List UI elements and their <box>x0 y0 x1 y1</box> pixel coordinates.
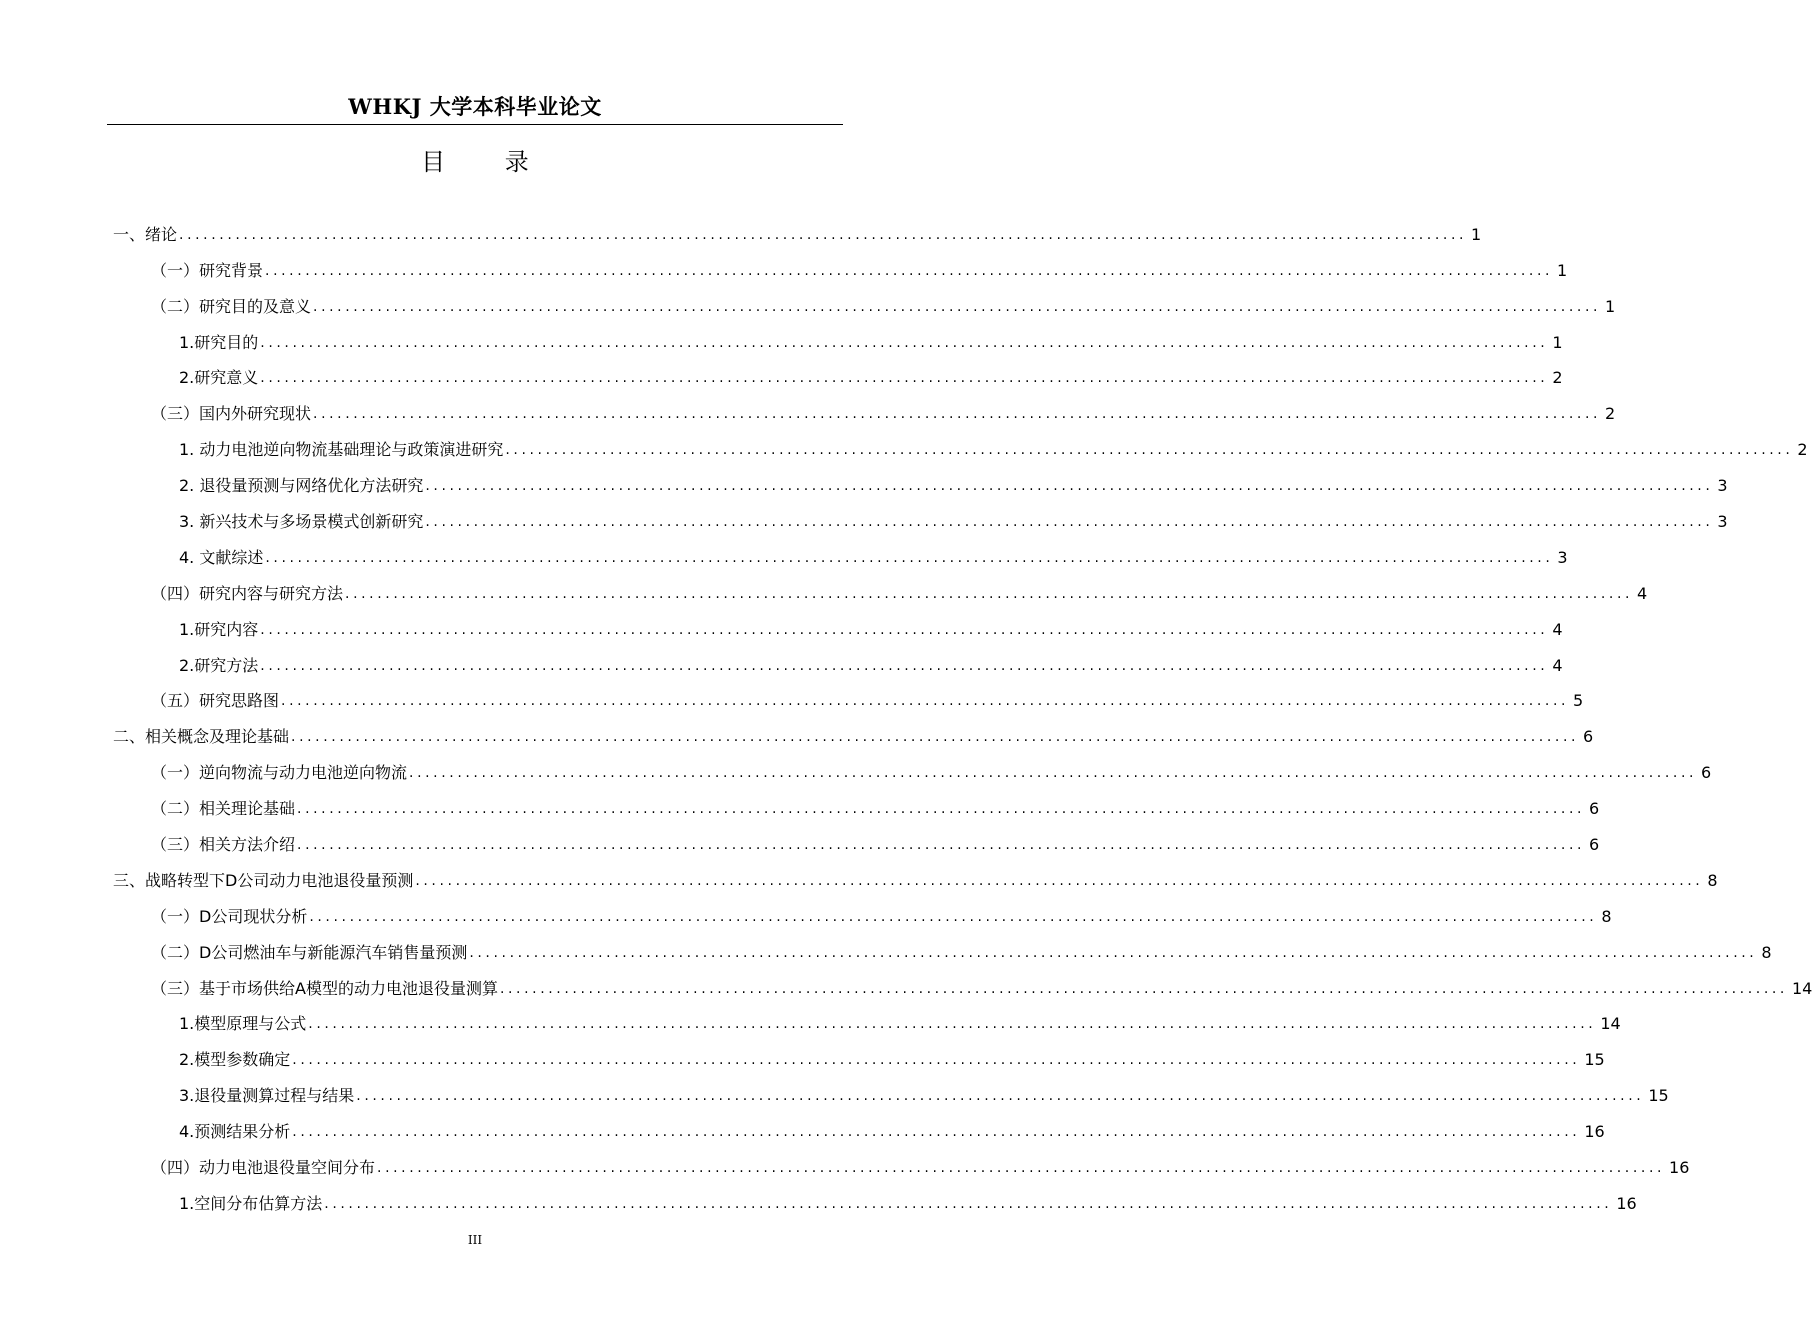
toc-entry[interactable] <box>113 245 1568 281</box>
toc-entry-label: 4. 文献综述 <box>179 547 264 567</box>
toc-dot-leader: ................................................................................................................................................................ <box>313 298 1602 315</box>
toc-entry-label: 1.模型原理与公式 <box>179 1014 307 1034</box>
toc-entry[interactable] <box>113 640 1563 676</box>
toc-dot-leader: ................................................................................................................................................................ <box>260 370 1549 387</box>
toc-entry-label: （一）D公司现状分析 <box>151 906 308 926</box>
toc-dot-leader: ................................................................................................................................................................ <box>179 226 1468 243</box>
toc-entry[interactable] <box>113 424 1808 460</box>
toc-dot-leader: ................................................................................................................................................................ <box>309 908 1598 925</box>
toc-entry-page: 16 <box>1616 1193 1637 1213</box>
toc-entry[interactable] <box>113 891 1612 927</box>
toc-entry-page: 6 <box>1583 727 1594 747</box>
toc-dot-leader: ................................................................................................................................................................ <box>415 872 1704 889</box>
toc-entry-label: （一）逆向物流与动力电池逆向物流 <box>151 763 408 783</box>
toc-entry-label: （五）研究思路图 <box>151 691 280 711</box>
toc-entry-label: （三）基于市场供给A模型的动力电池退役量测算 <box>151 978 498 998</box>
toc-entry[interactable] <box>113 1034 1605 1070</box>
toc-entry[interactable] <box>113 999 1621 1035</box>
page-header-title: WHKJ 大学本科毕业论文 <box>348 94 602 119</box>
toc-entry[interactable] <box>113 568 1648 604</box>
toc-entry-page: 14 <box>1600 1014 1621 1034</box>
toc-entry-label: （三）国内外研究现状 <box>151 404 312 424</box>
toc-entry-page: 15 <box>1648 1086 1669 1106</box>
toc-entry-page: 6 <box>1589 799 1600 819</box>
toc-dot-leader: ................................................................................................................................................................ <box>499 980 1788 997</box>
toc-entry[interactable] <box>113 711 1594 747</box>
toc-entry[interactable] <box>113 353 1563 389</box>
toc-entry-page: 16 <box>1584 1122 1605 1142</box>
toc-entry-label: （二）研究目的及意义 <box>151 296 312 316</box>
toc-dot-leader: ................................................................................................................................................................ <box>308 1016 1597 1033</box>
toc-entry[interactable] <box>113 783 1600 819</box>
toc-dot-leader: ................................................................................................................................................................ <box>265 549 1554 566</box>
toc-entry-page: 4 <box>1552 619 1563 639</box>
toc-entry[interactable] <box>113 496 1728 532</box>
toc-entry-page: 1 <box>1605 296 1616 316</box>
toc-entry-page: 2 <box>1552 368 1563 388</box>
toc-entry-label: 1.空间分布估算方法 <box>179 1193 323 1213</box>
toc-entry-page: 16 <box>1669 1158 1690 1178</box>
toc-entry-label: 2.研究意义 <box>179 368 259 388</box>
toc-entry-page: 1 <box>1557 260 1568 280</box>
toc-entry[interactable] <box>113 388 1616 424</box>
toc-entry-label: 二、相关概念及理论基础 <box>113 727 290 747</box>
toc-entry-page: 4 <box>1637 583 1648 603</box>
table-of-contents <box>113 209 1812 1214</box>
toc-entry-label: 4.预测结果分析 <box>179 1122 291 1142</box>
toc-dot-leader: ................................................................................................................................................................ <box>260 334 1549 351</box>
toc-entry-label: 1. 动力电池逆向物流基础理论与政策演进研究 <box>179 440 504 460</box>
toc-dot-leader: ................................................................................................................................................................ <box>505 442 1794 459</box>
toc-entry-label: 三、战略转型下D公司动力电池退役量预测 <box>113 870 414 890</box>
toc-dot-leader: ................................................................................................................................................................ <box>281 693 1570 710</box>
toc-dot-leader: ................................................................................................................................................................ <box>377 1160 1666 1177</box>
toc-entry-page: 15 <box>1584 1050 1605 1070</box>
toc-dot-leader: ................................................................................................................................................................ <box>425 478 1714 495</box>
toc-entry[interactable] <box>113 927 1772 963</box>
toc-dot-leader: ................................................................................................................................................................ <box>409 765 1698 782</box>
toc-entry-page: 2 <box>1797 440 1808 460</box>
toc-entry[interactable] <box>113 676 1584 712</box>
toc-entry[interactable] <box>113 1178 1637 1214</box>
toc-entry-label: 3. 新兴技术与多场景模式创新研究 <box>179 512 424 532</box>
toc-entry-page: 14 <box>1791 978 1812 998</box>
toc-dot-leader: ................................................................................................................................................................ <box>265 262 1554 279</box>
toc-entry[interactable] <box>113 747 1712 783</box>
toc-entry-label: 2.模型参数确定 <box>179 1050 291 1070</box>
toc-entry-page: 8 <box>1761 942 1772 962</box>
page-number: III <box>467 1233 483 1247</box>
toc-entry-label: 一、绪论 <box>113 224 178 244</box>
toc-entry[interactable] <box>113 281 1616 317</box>
toc-entry-page: 3 <box>1717 512 1728 532</box>
toc-entry-page: 1 <box>1552 332 1563 352</box>
toc-dot-leader: ................................................................................................................................................................ <box>260 621 1549 638</box>
toc-entry-label: 2.研究方法 <box>179 655 259 675</box>
toc-entry[interactable] <box>113 1070 1669 1106</box>
toc-entry[interactable] <box>113 1106 1605 1142</box>
toc-dot-leader: ................................................................................................................................................................ <box>297 801 1586 818</box>
toc-entry[interactable] <box>113 604 1563 640</box>
toc-entry-label: 1.研究内容 <box>179 619 259 639</box>
toc-entry-page: 2 <box>1605 404 1616 424</box>
toc-dot-leader: ................................................................................................................................................................ <box>292 1124 1581 1141</box>
toc-entry-label: 3.退役量测算过程与结果 <box>179 1086 355 1106</box>
toc-entry-label: （三）相关方法介绍 <box>151 835 296 855</box>
toc-entry-page: 8 <box>1601 906 1612 926</box>
toc-entry-page: 3 <box>1717 476 1728 496</box>
toc-dot-leader: ................................................................................................................................................................ <box>313 406 1602 423</box>
toc-entry[interactable] <box>113 532 1568 568</box>
toc-entry-label: （四）动力电池退役量空间分布 <box>151 1158 376 1178</box>
toc-entry-page: 5 <box>1573 691 1584 711</box>
toc-dot-leader: ................................................................................................................................................................ <box>260 657 1549 674</box>
toc-entry-label: （一）研究背景 <box>151 260 264 280</box>
toc-dot-leader: ................................................................................................................................................................ <box>297 837 1586 854</box>
toc-dot-leader: ................................................................................................................................................................ <box>292 1052 1581 1069</box>
toc-dot-leader: ................................................................................................................................................................ <box>345 585 1634 602</box>
toc-entry[interactable] <box>113 460 1728 496</box>
toc-entry-page: 4 <box>1552 655 1563 675</box>
toc-entry-page: 8 <box>1707 870 1718 890</box>
toc-dot-leader: ................................................................................................................................................................ <box>324 1195 1613 1212</box>
toc-dot-leader: ................................................................................................................................................................ <box>469 944 1758 961</box>
toc-entry-page: 1 <box>1471 224 1482 244</box>
toc-entry-page: 6 <box>1701 763 1712 783</box>
toc-entry[interactable] <box>113 1142 1690 1178</box>
toc-entry-page: 3 <box>1557 547 1568 567</box>
toc-entry-label: （二）相关理论基础 <box>151 799 296 819</box>
toc-entry-label: 2. 退役量预测与网络优化方法研究 <box>179 476 424 496</box>
toc-entry-page: 6 <box>1589 835 1600 855</box>
toc-entry-label: （四）研究内容与研究方法 <box>151 583 344 603</box>
toc-dot-leader: ................................................................................................................................................................ <box>356 1088 1645 1105</box>
toc-entry-label: （二）D公司燃油车与新能源汽车销售量预测 <box>151 942 468 962</box>
toc-dot-leader: ................................................................................................................................................................ <box>425 514 1714 531</box>
toc-entry[interactable] <box>113 855 1718 891</box>
toc-title: 目 录 <box>421 148 555 176</box>
toc-entry-label: 1.研究目的 <box>179 332 259 352</box>
toc-entry[interactable] <box>113 963 1812 999</box>
toc-entry[interactable] <box>113 209 1482 245</box>
header-divider <box>107 124 843 125</box>
toc-entry[interactable] <box>113 317 1563 353</box>
toc-dot-leader: ................................................................................................................................................................ <box>291 729 1580 746</box>
toc-entry[interactable] <box>113 819 1600 855</box>
